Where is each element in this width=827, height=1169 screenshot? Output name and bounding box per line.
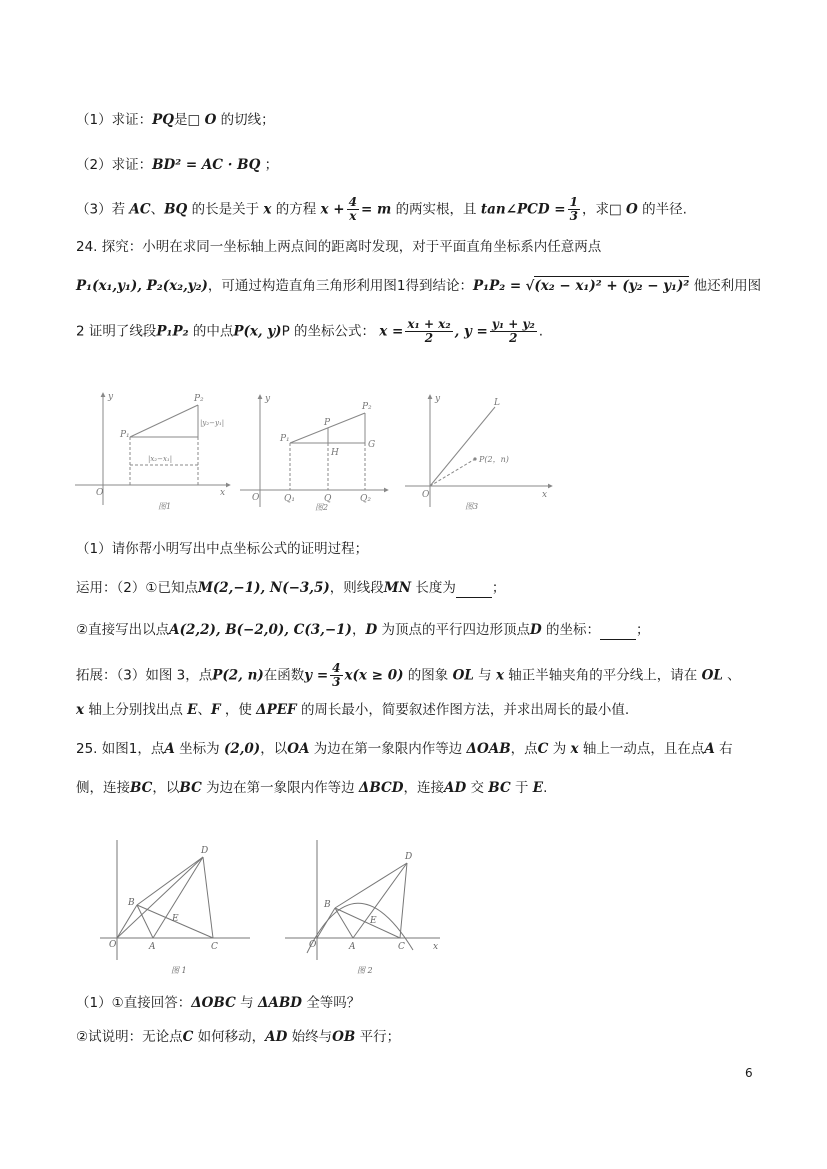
- fraction-y-mid: $\frac{\text{y₁ + y₂}}{2}$: [491, 317, 535, 345]
- q24-figures: [70, 385, 560, 515]
- q25f2-E: E: [370, 916, 377, 926]
- fig3-x: x: [542, 490, 548, 500]
- fraction-4-over-3: $\frac{4}{3}$: [332, 661, 341, 689]
- q25f2-x: x: [433, 942, 439, 952]
- fraction-x-mid: $\frac{\text{x₁ + x₂}}{2}$: [407, 317, 451, 345]
- fig1-x: x: [220, 488, 226, 498]
- q24-intro: 24. 探究：小明在求同一坐标轴上两点间的距离时发现，对于平面直角坐标系内任意两点: [76, 239, 602, 255]
- fig1-dy: |y₂−y₁|: [200, 419, 225, 427]
- fig2-P1: P₁: [280, 434, 290, 444]
- fig1-O: O: [96, 488, 104, 498]
- fig1-P1: P₁: [120, 430, 130, 440]
- q24-part3-a: 拓展：（3）如图 3，点P(2, n)在函数y = $\frac{4}{3}$ x(x ≥ 0) 的图象 OL 与 x 轴正半轴夹角的平分线上，请在 OL 、: [76, 661, 741, 689]
- q25f1-C: C: [211, 942, 218, 952]
- fig2-Q1: Q₁: [284, 494, 295, 504]
- fig3-caption: 图3: [465, 502, 479, 511]
- q24-part2-1: 运用：（2）①已知点M(2,−1), N(−3,5)，则线段MN 长度为 ；: [76, 580, 506, 596]
- fig2-caption: 图2: [315, 503, 329, 512]
- fig2-P2: P₂: [362, 402, 372, 412]
- fig2-G: G: [368, 440, 376, 450]
- q25f1-D: D: [201, 846, 209, 856]
- q25-figure-1: [100, 840, 250, 960]
- fig1-y: y: [108, 392, 114, 402]
- q24-distance-formula: P₁(x₁,y₁), P₂(x₂,y₂)，可通过构造直角三角形利用图1得到结论：P₁P₂ = √(x₂ − x₁)² + (y₂ − y₁)² 他还利用图: [76, 278, 762, 294]
- q24-part2-2: ②直接写出以点A(2,2), B(−2,0), C(3,−1)，D 为顶点的平行四边形顶点D 的坐标： ；: [76, 622, 650, 638]
- q25-figures: [95, 835, 455, 980]
- q25f2-D: D: [405, 852, 413, 862]
- fig1-dx: |x₂−x₁|: [148, 455, 173, 463]
- fraction-1-over-3: $\frac{1}{3}$: [569, 195, 578, 223]
- answer-blank-mn[interactable]: [456, 583, 492, 598]
- q25-part1-1: （1）①直接回答：ΔOBC 与 ΔABD 全等吗？: [76, 995, 361, 1011]
- fig1-P2: P₂: [194, 394, 204, 404]
- fig3-O: O: [422, 490, 430, 500]
- fig3-L: L: [494, 398, 500, 408]
- q23-part1: （1）求证：PQ是□ O 的切线；: [76, 112, 275, 128]
- q24-part1: （1）请你帮小明写出中点坐标公式的证明过程；: [76, 541, 369, 557]
- q23-part3: （3）若 AC、BQ 的长是关于 x 的方程 x + $\frac{4}{x}$ = m 的两实根，且 tan∠PCD = $\frac{1}{3}$ ，求□ O 的半径.: [76, 195, 687, 223]
- fig2-P: P: [324, 418, 331, 428]
- fig2-Q: Q: [324, 494, 332, 504]
- q24-midpoint-formula: 2 证明了线段P₁P₂ 的中点P(x, y)P 的坐标公式： x = $\frac{\text{x₁ + x₂}}{2}$ , y = $\frac{\text{y₁ + y₂}}{2}$ .: [76, 317, 544, 345]
- fig2-y: y: [265, 394, 271, 404]
- q25f1-B: B: [128, 898, 135, 908]
- q25f1-caption: 图 1: [171, 966, 187, 975]
- q25f2-C: C: [398, 942, 405, 952]
- fig1-caption: 图1: [158, 502, 172, 511]
- q23-part2: （2）求证：BD² = AC · BQ ；: [76, 157, 279, 173]
- q25f1-E: E: [172, 914, 179, 924]
- fig2-H: H: [331, 448, 339, 458]
- fraction-4-over-x: $\frac{4}{x}$: [348, 195, 357, 223]
- q25-part1-2: ②试说明：无论点C 如何移动，AD 始终与OB 平行；: [76, 1029, 401, 1045]
- q25-intro-b: 侧，连接BC，以BC 为边在第一象限内作等边 ΔBCD，连接AD 交 BC 于 E.: [76, 780, 548, 796]
- fig2-Q2: Q₂: [360, 494, 371, 504]
- q25f1-A: A: [149, 942, 156, 952]
- fig3-y: y: [435, 394, 441, 404]
- q24-part3-b: x 轴上分别找出点 E、F ，使 ΔPEF 的周长最小，简要叙述作图方法，并求出周长的最小值.: [76, 702, 630, 718]
- q25f1-O: O: [109, 940, 117, 950]
- q25f2-B: B: [324, 900, 331, 910]
- fig2-O: O: [252, 493, 260, 503]
- page-number: 6: [745, 1066, 753, 1080]
- q25f2-A: A: [349, 942, 356, 952]
- q25-intro-a: 25. 如图1，点A 坐标为 (2,0)，以OA 为边在第一象限内作等边 ΔOAB，点C 为 x 轴上一动点，且在点A 右: [76, 741, 733, 757]
- answer-blank-d[interactable]: [600, 625, 636, 640]
- q25f2-caption: 图 2: [357, 966, 373, 975]
- fig3-Pn: P(2，n): [479, 455, 509, 464]
- q25f2-O: O: [309, 940, 317, 950]
